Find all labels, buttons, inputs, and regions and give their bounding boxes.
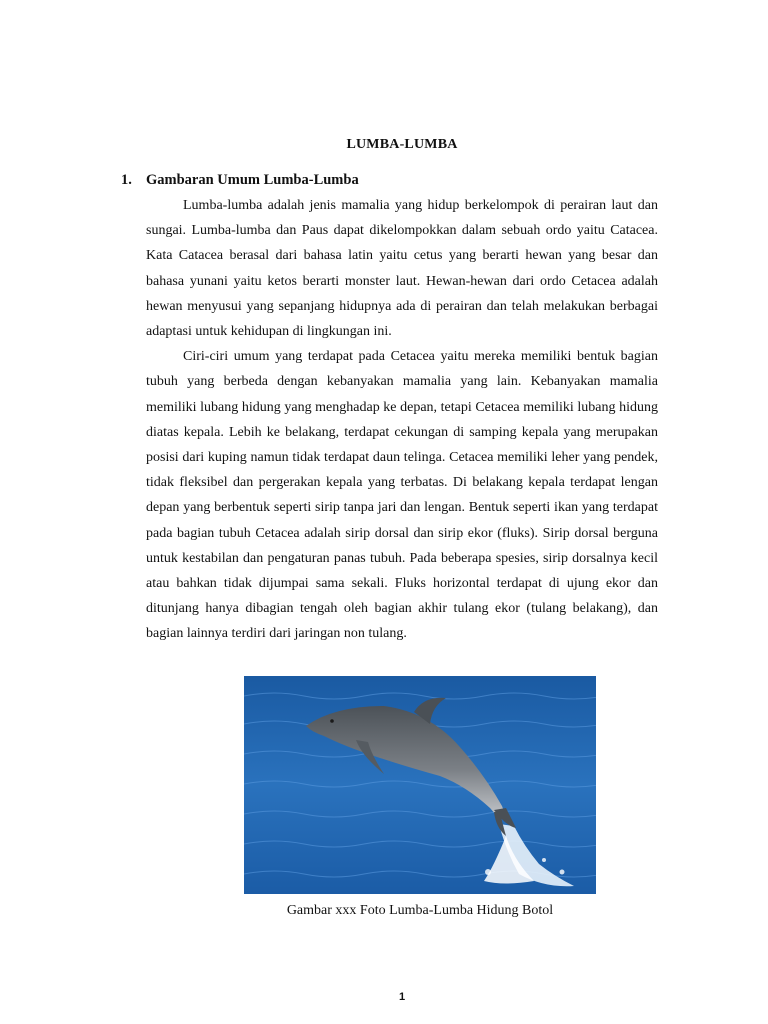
dolphin-photo-illustration xyxy=(244,676,596,894)
page-number: 1 xyxy=(398,991,406,1003)
section-body xyxy=(146,193,658,647)
section-number: 1. xyxy=(121,172,132,188)
paragraph-1: Lumba-lumba adalah jenis mamalia yang hidup berkelompok di perairan laut dan sungai. Lumba-lumba dan Paus dapat dikelompokkan dalam sebuah ordo yaitu Catacea. Kata Catacea berasal dari bahasa latin yaitu cetus yang berarti hewan yang besar dan bahasa yunani yaitu ketos berarti monster laut. Hewan-hewan dari ordo Cetacea adalah hewan menyusui yang sepanjang hidupnya ada di perairan dan telah melakukan berbagai adaptasi untuk kehidupan di lingkungan ini. xyxy=(146,198,658,340)
paragraph-2: Ciri-ciri umum yang terdapat pada Cetacea yaitu mereka memiliki bentuk bagian tubuh yang berbeda dengan kebanyakan mamalia yang lain. Kebanyakan mamalia memiliki lubang hidung yang menghadap ke depan, tetapi Cetacea memiliki lubang hidung diatas kepala. Lebih ke belakang, terdapat cekungan di samping kepala yang merupakan posisi dari kuping namun tidak terdapat daun telinga. Cetacea memiliki leher yang pendek, tidak fleksibel dan pergerakan kepala yang terbatas. Di belakang kepala terdapat lengan depan yang berbentuk seperti sirip tanpa jari dan lengan. Bentuk seperti ikan yang terdapat pada bagian tubuh Cetacea adalah sirip dorsal dan sirip ekor (fluks). Sirip dorsal berguna untuk kestabilan dan pengaturan panas tubuh. Pada beberapa spesies, sirip dorsalnya kecil atau bahkan tidak dijumpai sama sekali. Fluks horizontal terdapat di ujung ekor dan ditunjang hanya dibagian tengah oleh bagian akhir tulang ekor (tulang belakang), dan bagian lainnya terdiri dari jaringan non tulang. xyxy=(146,349,658,642)
figure-caption: Gambar xxx Foto Lumba-Lumba Hidung Botol xyxy=(286,903,554,918)
dolphin-photo xyxy=(244,676,596,894)
section-heading xyxy=(121,172,359,189)
document-title: LUMBA-LUMBA xyxy=(346,137,458,152)
section-heading-text: Gambaran Umum Lumba-Lumba xyxy=(146,172,359,188)
